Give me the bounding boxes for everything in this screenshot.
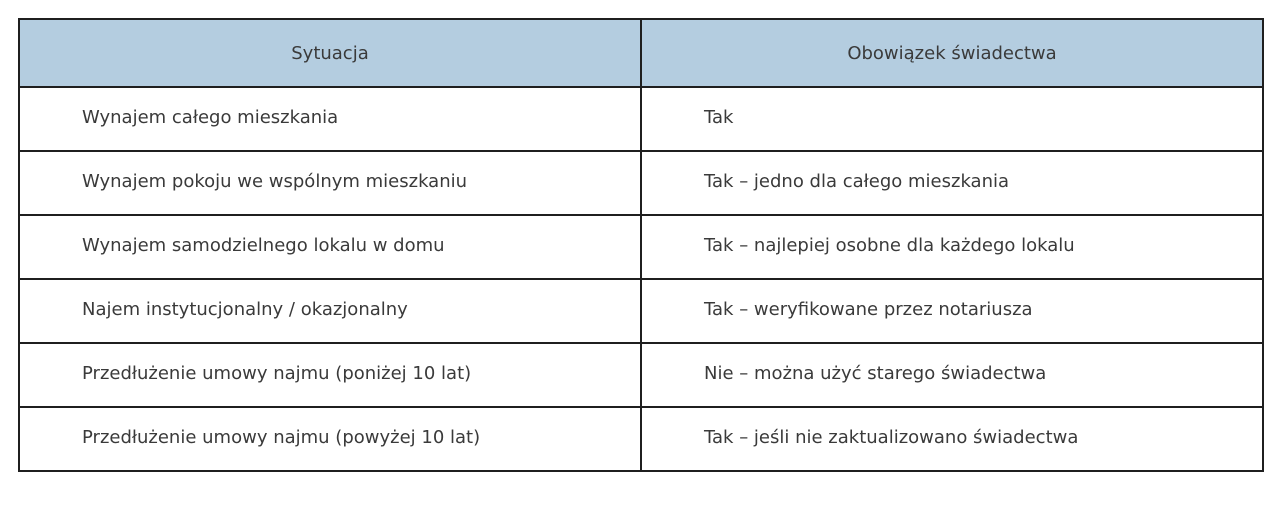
table-body [19, 87, 1263, 471]
cell-obligation: Tak – jeśli nie zaktualizowano świadectwa [641, 407, 1263, 471]
cell-situation: Wynajem całego mieszkania [19, 87, 641, 151]
certificate-table-container [18, 18, 1262, 472]
table-row [19, 87, 1263, 151]
cell-situation: Przedłużenie umowy najmu (powyżej 10 lat) [19, 407, 641, 471]
header-situation: Sytuacja [19, 19, 641, 87]
cell-obligation: Tak – weryfikowane przez notariusza [641, 279, 1263, 343]
cell-situation: Wynajem pokoju we wspólnym mieszkaniu [19, 151, 641, 215]
cell-obligation: Nie – można użyć starego świadectwa [641, 343, 1263, 407]
cell-obligation: Tak [641, 87, 1263, 151]
table-row [19, 151, 1263, 215]
header-row [19, 19, 1263, 87]
cell-obligation: Tak – jedno dla całego mieszkania [641, 151, 1263, 215]
table-row [19, 407, 1263, 471]
header-certificate-obligation: Obowiązek świadectwa [641, 19, 1263, 87]
table-header [19, 19, 1263, 87]
table-row [19, 343, 1263, 407]
cell-obligation: Tak – najlepiej osobne dla każdego lokalu [641, 215, 1263, 279]
cell-situation: Wynajem samodzielnego lokalu w domu [19, 215, 641, 279]
table-row [19, 279, 1263, 343]
table-row [19, 215, 1263, 279]
cell-situation: Najem instytucjonalny / okazjonalny [19, 279, 641, 343]
cell-situation: Przedłużenie umowy najmu (poniżej 10 lat) [19, 343, 641, 407]
certificate-obligation-table [18, 18, 1264, 472]
